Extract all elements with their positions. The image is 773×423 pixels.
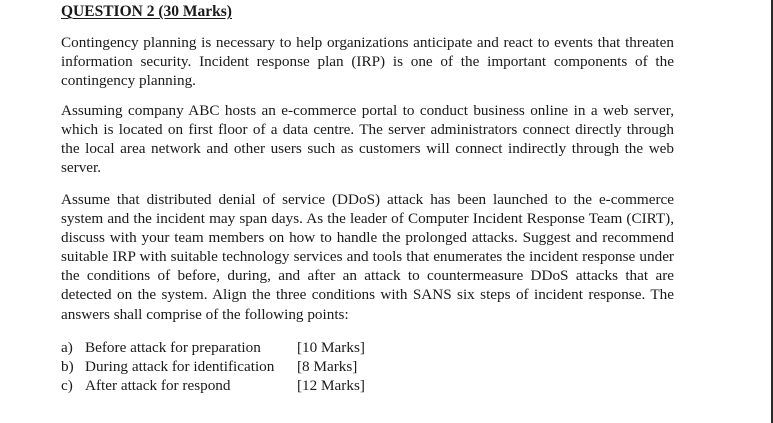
- list-item-letter: b): [61, 358, 74, 376]
- paragraph-contingency-planning: Contingency planning is necessary to help organizations anticipate and react to events that threaten information security. Incident response plan (IRP) is one of the important components of the contingency planning.: [61, 34, 674, 90]
- list-item-letter: a): [61, 339, 73, 356]
- question-heading: QUESTION 2 (30 Marks): [61, 3, 232, 20]
- list-item-description: After attack for respond: [85, 377, 231, 395]
- list-item-description: Before attack for preparation: [85, 339, 261, 356]
- paragraph-company-scenario: Assuming company ABC hosts an e-commerce portal to conduct business online in a web server, which is located on first floor of a data centre. The server administrators connect directly through the local area network and other users such as customers will connect indirectly through the web server.: [61, 102, 674, 177]
- list-item-marks: [10 Marks]: [297, 339, 365, 356]
- paragraph-ddos-task: Assume that distributed denial of service (DDoS) attack has been launched to the e-commerce system and the incident may span days. As the leader of Computer Incident Response Team (CIRT), discuss with your team members on how to handle the prolonged attacks. Suggest and recommend suitable IRP with suitable technology services and tools that enumerates the incident response under the conditions of before, during, and after an attack to countermeasure DDoS attacks that are detected on the system. Align the three conditions with SANS six steps of incident response. The answers shall comprise of the following points:: [61, 191, 674, 323]
- list-item-marks: [12 Marks]: [297, 377, 365, 395]
- list-item-after-attack: [61, 376, 365, 395]
- list-item-letter: c): [61, 377, 73, 395]
- list-item-during-attack: [61, 357, 365, 376]
- list-item-before-attack: [61, 338, 365, 357]
- list-item-marks: [8 Marks]: [297, 358, 358, 376]
- list-item-description: During attack for identification: [85, 358, 275, 376]
- answer-points-list: [61, 338, 365, 395]
